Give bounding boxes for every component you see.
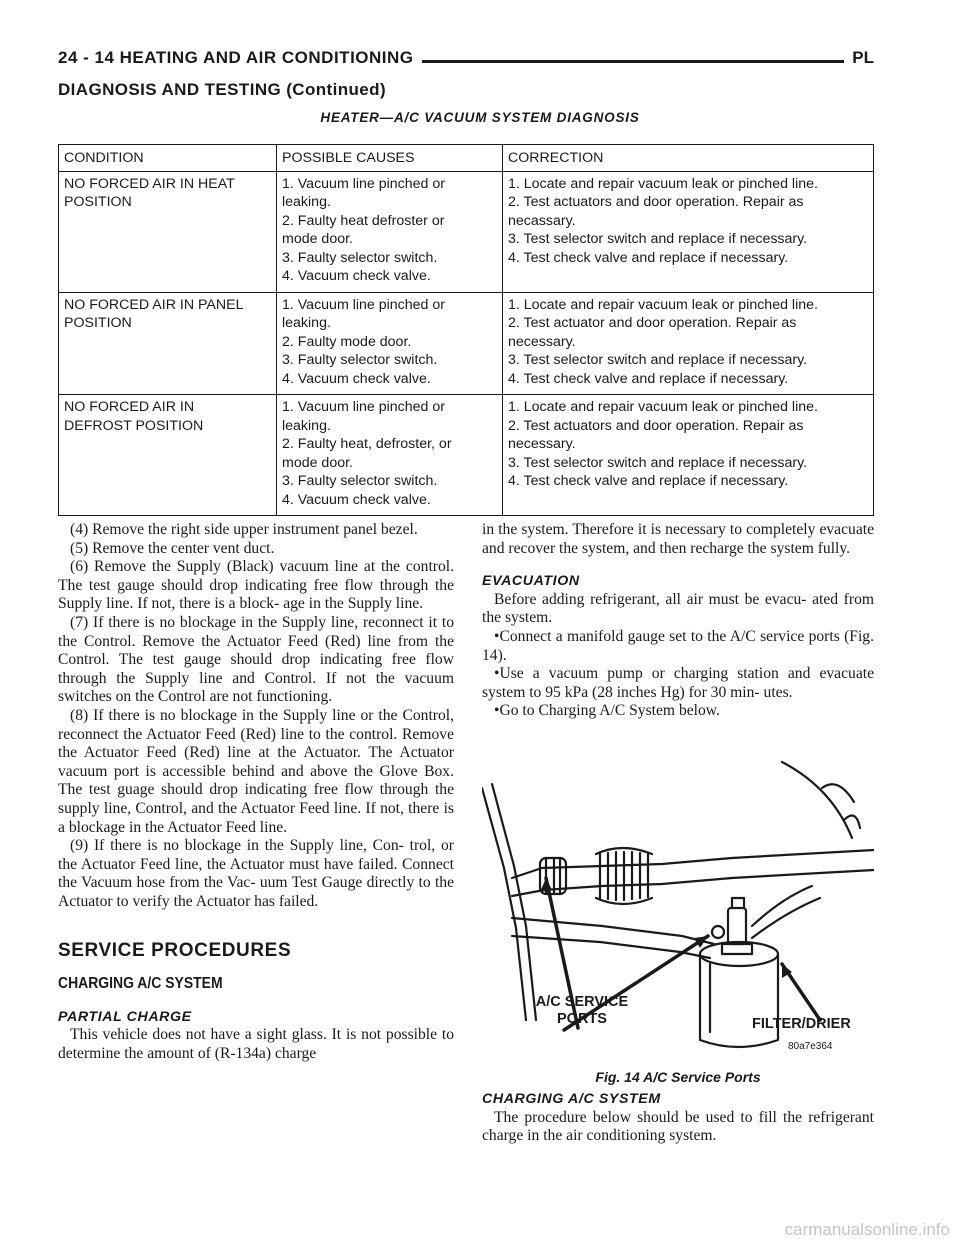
watermark: carmanualsonline.info	[784, 1220, 950, 1239]
header-model-code: PL	[844, 48, 874, 68]
cell-causes: 1. Vacuum line pinched or leaking. 2. Faulty heat, defroster, or mode door. 3. Faulty selector switch. 4. Vacuum check valve.	[277, 395, 503, 516]
cell-condition: NO FORCED AIR IN HEAT POSITION	[59, 171, 277, 292]
left-text-column	[58, 521, 454, 1063]
figure-label-service-ports: A/C SERVICE PORTS	[535, 994, 629, 1027]
service-procedures-heading: SERVICE PROCEDURES	[58, 940, 292, 962]
evacuation-paragraph: Before adding refrigerant, all air must be evacu- ated from the system.	[482, 590, 874, 627]
column-header-condition: CONDITION	[59, 145, 277, 172]
page-header	[58, 48, 874, 74]
continued-paragraph: in the system. Therefore it is necessary to completely evacuate and recover the system, and then recharge the system fully.	[482, 521, 874, 557]
step-paragraph: (9) If there is no blockage in the Supply line, Con- trol, or the Actuator Feed line, the Actuator must have failed. Connect the Vacuum hose from the Vac- uum Test Gauge directly to the Actuator to verify the Actuator has failed.	[58, 837, 454, 910]
cell-causes: 1. Vacuum line pinched or leaking. 2. Faulty heat defroster or mode door. 3. Faulty selector switch. 4. Vacuum check valve.	[277, 171, 503, 292]
column-header-causes: POSSIBLE CAUSES	[277, 145, 503, 172]
evacuation-heading: EVACUATION	[482, 573, 580, 590]
charging-ac-system-subheading: CHARGING A/C SYSTEM	[482, 1091, 661, 1107]
section-continued-heading: DIAGNOSIS AND TESTING (Continued)	[58, 80, 386, 99]
right-text-column	[482, 521, 874, 721]
column-header-correction: CORRECTION	[503, 145, 874, 172]
cell-correction: 1. Locate and repair vacuum leak or pinched line. 2. Test actuators and door operation. Repair as necessary. 3. Test selector switch and replace if necessary. 4. Test check valve and replace if necessary.	[503, 395, 874, 516]
diagnosis-table	[58, 144, 874, 516]
cell-correction: 1. Locate and repair vacuum leak or pinched line. 2. Test actuator and door operation. Repair as necessary. 3. Test selector switch and replace if necessary. 4. Test check valve and replace if necessary.	[503, 292, 874, 395]
cell-causes: 1. Vacuum line pinched or leaking. 2. Faulty mode door. 3. Faulty selector switch. 4. Vacuum check valve.	[277, 292, 503, 395]
charging-ac-system-heading: CHARGING A/C SYSTEM	[58, 975, 223, 993]
step-paragraph: (7) If there is no blockage in the Supply line, reconnect it to the Control. Remove the Actuator Feed (Red) line from the Control. The test gauge should drop indicating free flow through the Supply line and Control. If not the vacuum switches on the Control are not functioning.	[58, 613, 454, 706]
bullet-item: •Connect a manifold gauge set to the A/C service ports (Fig. 14).	[482, 627, 874, 664]
charging-paragraph: The procedure below should be used to fill the refrigerant charge in the air conditioning system.	[482, 1108, 874, 1145]
step-paragraph: (4) Remove the right side upper instrument panel bezel.	[70, 521, 418, 538]
cell-correction: 1. Locate and repair vacuum leak or pinched line. 2. Test actuators and door operation. Repair as necassary. 3. Test selector switch and replace if necessary. 4. Test check valve and replace if necessary.	[503, 171, 874, 292]
partial-charge-paragraph: This vehicle does not have a sight glass. It is not possible to determine the amount of (R-134a) charge	[58, 1026, 454, 1062]
table-row	[59, 292, 874, 395]
step-paragraph: (5) Remove the center vent duct.	[70, 539, 275, 557]
cell-condition: NO FORCED AIR IN PANEL POSITION	[59, 292, 277, 395]
figure-ac-service-ports	[482, 758, 874, 1056]
header-page-section: 24 - 14 HEATING AND AIR CONDITIONING	[58, 48, 422, 68]
table-row	[59, 171, 874, 292]
cell-condition: NO FORCED AIR IN DEFROST POSITION	[59, 395, 277, 516]
table-title: HEATER—A/C VACUUM SYSTEM DIAGNOSIS	[320, 110, 640, 125]
step-paragraph: (8) If there is no blockage in the Supply line or the Control, reconnect the Actuator Feed (Red) line to the control. Remove the Actuator Feed (Red) line at the Actuator. The Actuator vacuum port is accessible behind and above the Glove Box. The test guage should drop indicating free flow through the supply line, Control, and the Actuator Feed line. If not, there is a blockage in the Actuator Feed line.	[58, 706, 454, 836]
table-header-row	[59, 145, 874, 172]
figure-caption: Fig. 14 A/C Service Ports	[595, 1069, 761, 1085]
right-text-column-bottom	[482, 1090, 874, 1146]
table-row	[59, 395, 874, 516]
bullet-item: •Use a vacuum pump or charging station and evacuate system to 95 kPa (28 inches Hg) for 30 min- utes.	[482, 665, 874, 701]
figure-code: 80a7e364	[788, 1041, 833, 1052]
step-paragraph: (6) Remove the Supply (Black) vacuum line at the control. The test gauge should drop indicating free flow through the Supply line. If not, there is a block- age in the Supply line.	[58, 558, 454, 613]
partial-charge-heading: PARTIAL CHARGE	[58, 1008, 192, 1025]
figure-label-filter-drier: FILTER/DRIER	[752, 1016, 851, 1032]
bullet-item: •Go to Charging A/C System below.	[494, 702, 720, 720]
